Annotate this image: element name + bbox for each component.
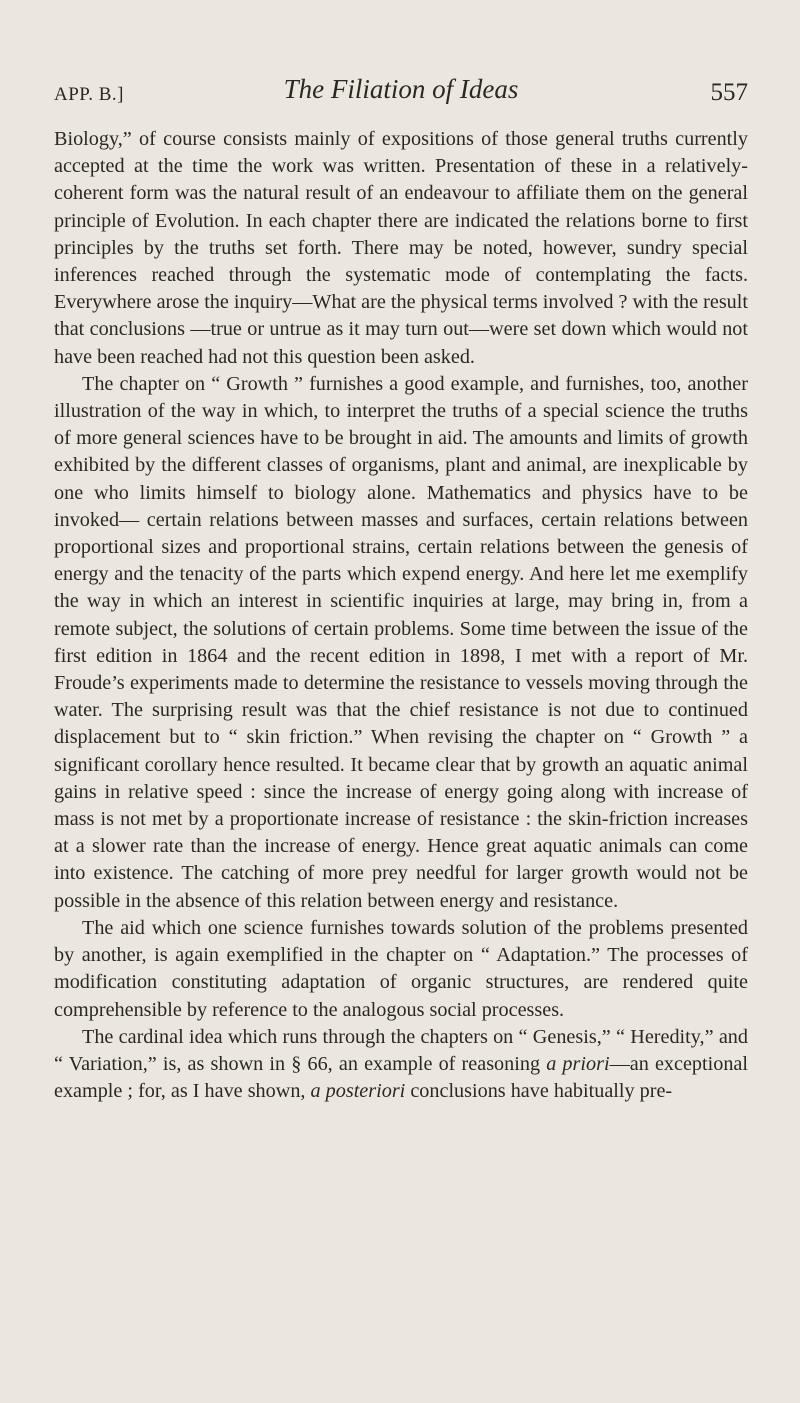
paragraph-4-part-3: conclusions have habitually pre- [405, 1080, 673, 1103]
page-number: 557 [710, 79, 748, 106]
paragraph-1: Biology,” of course consists mainly of expositions of those general truths currently accepted at the time the work was written. Presentation of these in a relatively-coherent form was the natural result of an endeavour to affiliate them on the general principle of Evolution. In each chapter there are indicated the relations borne to first principles by the truths set forth. There may be noted, however, sundry special inferences reached through the systematic mode of contemplating the facts. Everywhere arose the inquiry—What are the physical terms involved ? with the result that conclusions —true or untrue as it may turn out—were set down which would not have been reached had not this question been asked. [54, 128, 748, 368]
chapter-title: The Filiation of Ideas [283, 74, 519, 104]
appendix-marker: APP. B.] [54, 84, 124, 105]
running-head [54, 58, 748, 108]
paragraph-4-part-1: The cardinal idea which runs through the chapters on “ Genesis,” “ Heredity,” and “ Variation,” is, as shown in § 66, an example of reasoning [54, 1025, 748, 1075]
paragraph-4-part-2: —an exceptional example ; for, as I have shown, [54, 1052, 748, 1103]
body-text [54, 126, 748, 1105]
paragraph-2: The chapter on “ Growth ” furnishes a good example, and furnishes, too, another illustration of the way in which, to interpret the truths of a special science the truths of more general sciences have to be brought in aid. The amounts and limits of growth exhibited by the different classes of organisms, plant and animal, are inexplicable by one who limits himself to biology alone. Mathematics and physics have to be invoked— certain relations between masses and surfaces, certain relations between proportional sizes and proportional strains, certain relations between the genesis of energy and the tenacity of the parts which expend energy. And here let me exemplify the way in which an interest in scientific inquiries at large, may bring in, from a remote subject, the solutions of certain problems. Some time between the issue of the first edition in 1864 and the recent edition in 1898, I met with a report of Mr. Froude’s experiments made to determine the resistance to vessels moving through the water. The surprising result was that the chief resistance is not due to continued displacement but to “ skin friction.” When revising the chapter on “ Growth ” a significant corollary hence resulted. It became clear that by growth an aquatic animal gains in relative speed : since the increase of energy going along with increase of mass is not met by a proportionate increase of resistance : the skin-friction increases at a slower rate than the increase of energy. Hence great aquatic animals can come into existence. The catching of more prey needful for larger growth would not be possible in the absence of this relation between energy and resistance. [54, 372, 748, 912]
a-posteriori-term: a posteriori [310, 1080, 406, 1103]
paragraph-4 [54, 1024, 748, 1106]
a-priori-term: a priori [546, 1052, 610, 1075]
paragraph-3: The aid which one science furnishes towards solution of the problems presented by another, is again exemplified in the chapter on “ Adaptation.” The processes of modification constituting adaptation of organic structures, are rendered quite comprehensible by reference to the analogous social processes. [54, 916, 748, 1021]
